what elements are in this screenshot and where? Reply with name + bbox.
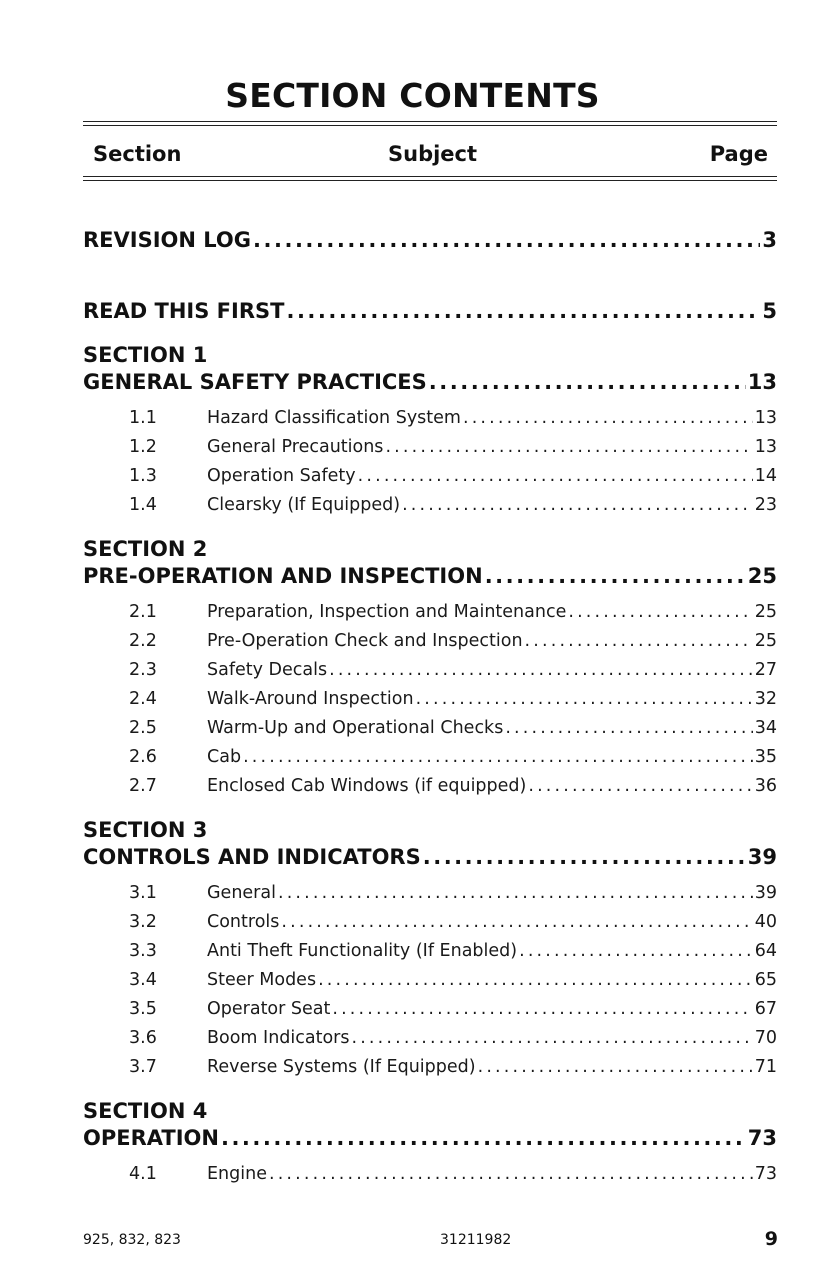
toc-subentry-page: 32 <box>754 689 777 709</box>
toc-subentry[interactable] <box>129 437 777 457</box>
toc-subentry-title: Warm-Up and Operational Checks <box>207 718 504 738</box>
dot-leader <box>385 437 752 457</box>
toc-subentry[interactable] <box>129 1057 777 1077</box>
toc-subentry-number: 3.5 <box>129 999 157 1019</box>
toc-subentry-number: 2.1 <box>129 602 157 622</box>
toc-subentry-page: 34 <box>754 718 777 738</box>
toc-subentry-title: Engine <box>207 1164 267 1184</box>
dot-leader <box>281 912 752 932</box>
dot-leader <box>278 883 753 903</box>
toc-subentry[interactable] <box>129 602 777 622</box>
section-1-label: SECTION 1 <box>83 343 208 367</box>
toc-subentry-title: Controls <box>207 912 280 932</box>
toc-subentry-page: 40 <box>754 912 777 932</box>
toc-subentry-page: 39 <box>754 883 777 903</box>
dot-leader <box>351 1028 752 1048</box>
toc-entry-revision-log[interactable] <box>83 228 777 252</box>
toc-subentry-title: Reverse Systems (If Equipped) <box>207 1057 476 1077</box>
section-3-label: SECTION 3 <box>83 818 208 842</box>
toc-subentry-number: 3.1 <box>129 883 157 903</box>
header-rule-bottom-1 <box>83 176 777 177</box>
toc-subentry[interactable] <box>129 776 777 796</box>
toc-subentry-page: 27 <box>754 660 777 680</box>
dot-leader <box>568 602 752 622</box>
section-4-label: SECTION 4 <box>83 1099 208 1123</box>
toc-entry-section-1[interactable] <box>83 370 777 394</box>
dot-leader <box>463 408 753 428</box>
toc-subentry-title: Safety Decals <box>207 660 328 680</box>
toc-subentry-title: Operation Safety <box>207 466 356 486</box>
toc-subentry-number: 3.7 <box>129 1057 157 1077</box>
dot-leader <box>221 1126 746 1150</box>
toc-subentry-title: Steer Modes <box>207 970 317 990</box>
toc-subentry[interactable] <box>129 1028 777 1048</box>
toc-subentry-number: 1.3 <box>129 466 157 486</box>
toc-subentry-title: Walk-Around Inspection <box>207 689 414 709</box>
toc-subentry-title: Clearsky (If Equipped) <box>207 495 401 515</box>
toc-subentry-title: Cab <box>207 747 242 767</box>
dot-leader <box>243 747 753 767</box>
dot-leader <box>423 845 746 869</box>
toc-entry-page: 3 <box>762 228 777 252</box>
toc-entry-title: READ THIS FIRST <box>83 299 285 323</box>
toc-subentry[interactable] <box>129 883 777 903</box>
toc-subentry[interactable] <box>129 718 777 738</box>
toc-subentry-number: 2.2 <box>129 631 157 651</box>
toc-entry-title: GENERAL SAFETY PRACTICES <box>83 370 427 394</box>
toc-subentry[interactable] <box>129 689 777 709</box>
dot-leader <box>329 660 753 680</box>
header-rule-top-1 <box>83 121 777 122</box>
column-header-subject: Subject <box>388 142 478 166</box>
column-header-page: Page <box>709 142 768 166</box>
toc-subentry[interactable] <box>129 912 777 932</box>
footer-page-number: 9 <box>764 1228 778 1250</box>
toc-subentry-page: 23 <box>754 495 777 515</box>
toc-entry-page: 25 <box>747 564 777 588</box>
dot-leader <box>528 776 752 796</box>
toc-subentry-number: 3.2 <box>129 912 157 932</box>
toc-subentry-page: 13 <box>754 408 777 428</box>
toc-entry-title: CONTROLS AND INDICATORS <box>83 845 421 869</box>
toc-subentry-number: 2.7 <box>129 776 157 796</box>
toc-subentry[interactable] <box>129 495 777 515</box>
toc-subentry-number: 3.6 <box>129 1028 157 1048</box>
section-2-label: SECTION 2 <box>83 537 208 561</box>
dot-leader <box>358 466 753 486</box>
dot-leader <box>286 299 760 323</box>
dot-leader <box>519 941 753 961</box>
toc-subentry-page: 25 <box>754 602 777 622</box>
toc-subentry-title: General <box>207 883 276 903</box>
toc-subentry-number: 3.4 <box>129 970 157 990</box>
toc-subentry-number: 3.3 <box>129 941 157 961</box>
footer-doc-number: 31211982 <box>440 1232 512 1248</box>
dot-leader <box>478 1057 753 1077</box>
toc-subentry-page: 36 <box>754 776 777 796</box>
page-title: SECTION CONTENTS <box>225 76 600 115</box>
toc-subentry-title: Operator Seat <box>207 999 331 1019</box>
toc-entry-page: 39 <box>747 845 777 869</box>
toc-subentry[interactable] <box>129 999 777 1019</box>
toc-subentry-number: 4.1 <box>129 1164 157 1184</box>
toc-entry-read-first[interactable] <box>83 299 777 323</box>
toc-subentry-number: 1.2 <box>129 437 157 457</box>
dot-leader <box>505 718 752 738</box>
dot-leader <box>429 370 746 394</box>
toc-subentry-number: 2.6 <box>129 747 157 767</box>
toc-subentry-page: 35 <box>754 747 777 767</box>
toc-subentry-number: 1.4 <box>129 495 157 515</box>
dot-leader <box>318 970 753 990</box>
toc-subentry-page: 67 <box>754 999 777 1019</box>
toc-subentry-page: 14 <box>754 466 777 486</box>
dot-leader <box>269 1164 753 1184</box>
toc-subentry-page: 70 <box>754 1028 777 1048</box>
toc-subentry-title: Anti Theft Functionality (If Enabled) <box>207 941 518 961</box>
toc-subentry-title: Preparation, Inspection and Maintenance <box>207 602 567 622</box>
toc-entry-page: 5 <box>762 299 777 323</box>
dot-leader <box>416 689 753 709</box>
toc-subentry[interactable] <box>129 631 777 651</box>
toc-subentry[interactable] <box>129 941 777 961</box>
header-rule-bottom-2 <box>83 180 777 181</box>
column-header-section: Section <box>93 142 182 166</box>
toc-subentry[interactable] <box>129 970 777 990</box>
header-rule-top-2 <box>83 125 777 126</box>
footer-models: 925, 832, 823 <box>83 1232 181 1248</box>
toc-subentry-title: Pre-Operation Check and Inspection <box>207 631 523 651</box>
toc-subentry[interactable] <box>129 660 777 680</box>
toc-subentry-number: 2.4 <box>129 689 157 709</box>
dot-leader <box>332 999 752 1019</box>
toc-entry-section-4[interactable] <box>83 1126 777 1150</box>
toc-entry-title: PRE-OPERATION AND INSPECTION <box>83 564 483 588</box>
toc-subentry[interactable] <box>129 408 777 428</box>
toc-subentry-title: Boom Indicators <box>207 1028 350 1048</box>
toc-subentry-title: Hazard Classification System <box>207 408 461 428</box>
toc-entry-page: 73 <box>747 1126 777 1150</box>
dot-leader <box>253 228 760 252</box>
toc-subentry-page: 13 <box>754 437 777 457</box>
toc-entry-page: 13 <box>747 370 777 394</box>
toc-subentry-number: 2.3 <box>129 660 157 680</box>
dot-leader <box>402 495 753 515</box>
toc-subentry-page: 73 <box>754 1164 777 1184</box>
toc-subentry[interactable] <box>129 747 777 767</box>
toc-entry-title: REVISION LOG <box>83 228 251 252</box>
toc-subentry-page: 71 <box>754 1057 777 1077</box>
toc-entry-section-2[interactable] <box>83 564 777 588</box>
toc-subentry-number: 1.1 <box>129 408 157 428</box>
toc-subentry[interactable] <box>129 1164 777 1184</box>
toc-subentry-title: Enclosed Cab Windows (if equipped) <box>207 776 527 796</box>
dot-leader <box>525 631 753 651</box>
toc-subentry-page: 64 <box>754 941 777 961</box>
toc-subentry-page: 65 <box>754 970 777 990</box>
toc-entry-section-3[interactable] <box>83 845 777 869</box>
toc-subentry-page: 25 <box>754 631 777 651</box>
dot-leader <box>485 564 746 588</box>
toc-entry-title: OPERATION <box>83 1126 219 1150</box>
toc-subentry-number: 2.5 <box>129 718 157 738</box>
toc-subentry[interactable] <box>129 466 777 486</box>
toc-subentry-title: General Precautions <box>207 437 384 457</box>
